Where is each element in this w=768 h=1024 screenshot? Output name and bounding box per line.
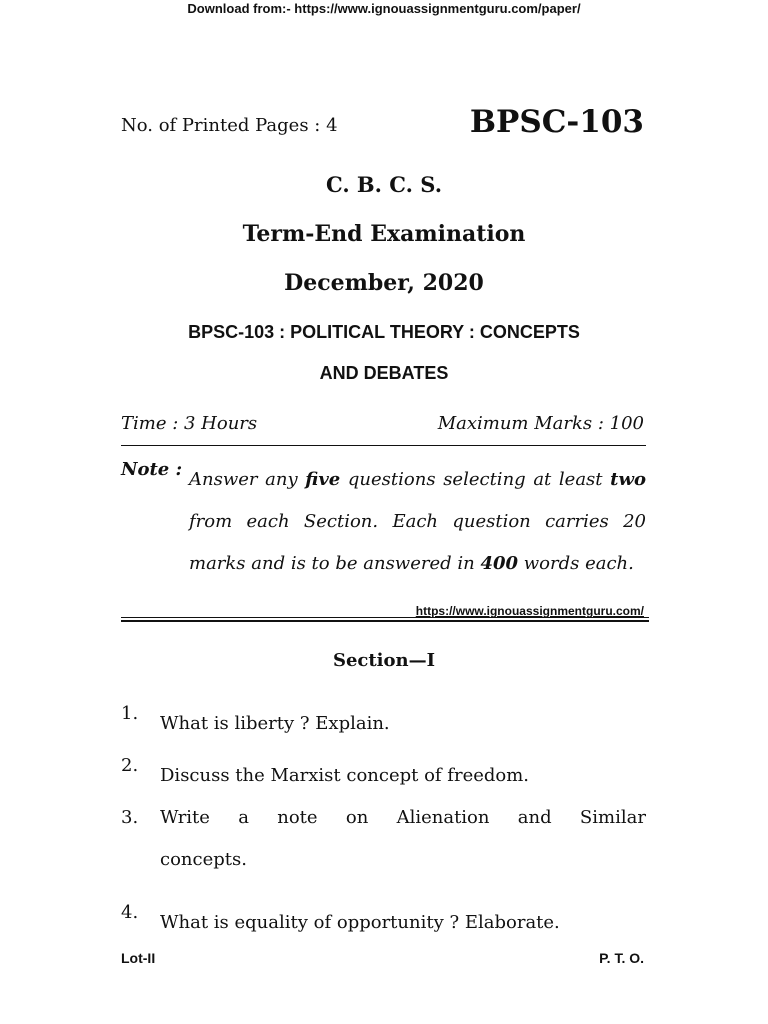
time-allowed: Time : 3 Hours [121,413,258,434]
question-text: Discuss the Marxist concept of freedom. [160,765,530,786]
note-text-part: Answer any [189,469,306,490]
note-text [189,459,646,585]
subject-title-line2: AND DEBATES [319,363,449,383]
download-banner[interactable]: Download from:- https://www.ignouassignmentguru.com/paper/ [187,1,581,16]
lot-label: Lot-II [121,950,156,966]
question-text [160,797,646,881]
divider [121,445,646,446]
question-text: What is liberty ? Explain. [160,713,390,734]
question-word: Alienation [396,807,490,828]
note-text-part: questions selecting at least [340,469,611,490]
exam-title: Term-End Examination [242,221,526,247]
exam-date: December, 2020 [284,270,484,296]
paper-code: BPSC-103 [469,104,644,140]
question-number: 2. [121,755,139,776]
question-word: a [238,807,249,828]
scheme-title: C. B. C. S. [325,172,443,197]
pto-label: P. T. O. [599,950,644,966]
note-text-part: words each. [518,553,634,574]
question-number: 3. [121,807,139,828]
maximum-marks: Maximum Marks : 100 [437,413,644,434]
question-word: Similar [579,807,646,828]
note-emphasis: two [610,469,646,490]
note-label: Note : [121,459,183,480]
note-emphasis: 400 [480,553,519,574]
section-title: Section—I [332,650,436,671]
question-word: on [345,807,369,828]
question-line [160,797,646,839]
question-word: note [277,807,318,828]
question-word: and [517,807,552,828]
question-number: 1. [121,703,139,724]
question-number: 4. [121,902,139,923]
divider [121,617,649,618]
printed-pages: No. of Printed Pages : 4 [121,115,338,136]
question-word: Write [160,807,210,828]
note-emphasis: five [305,469,341,490]
watermark-link[interactable]: https://www.ignouassignmentguru.com/ [415,604,644,618]
question-text: What is equality of opportunity ? Elaborate. [160,912,560,933]
divider [121,620,649,622]
subject-title-line1: BPSC-103 : POLITICAL THEORY : CONCEPTS [188,322,580,342]
question-line: concepts. [160,849,247,870]
note-text-part: from each Section. Each question carries 20 marks and is to be answered in [189,511,646,574]
